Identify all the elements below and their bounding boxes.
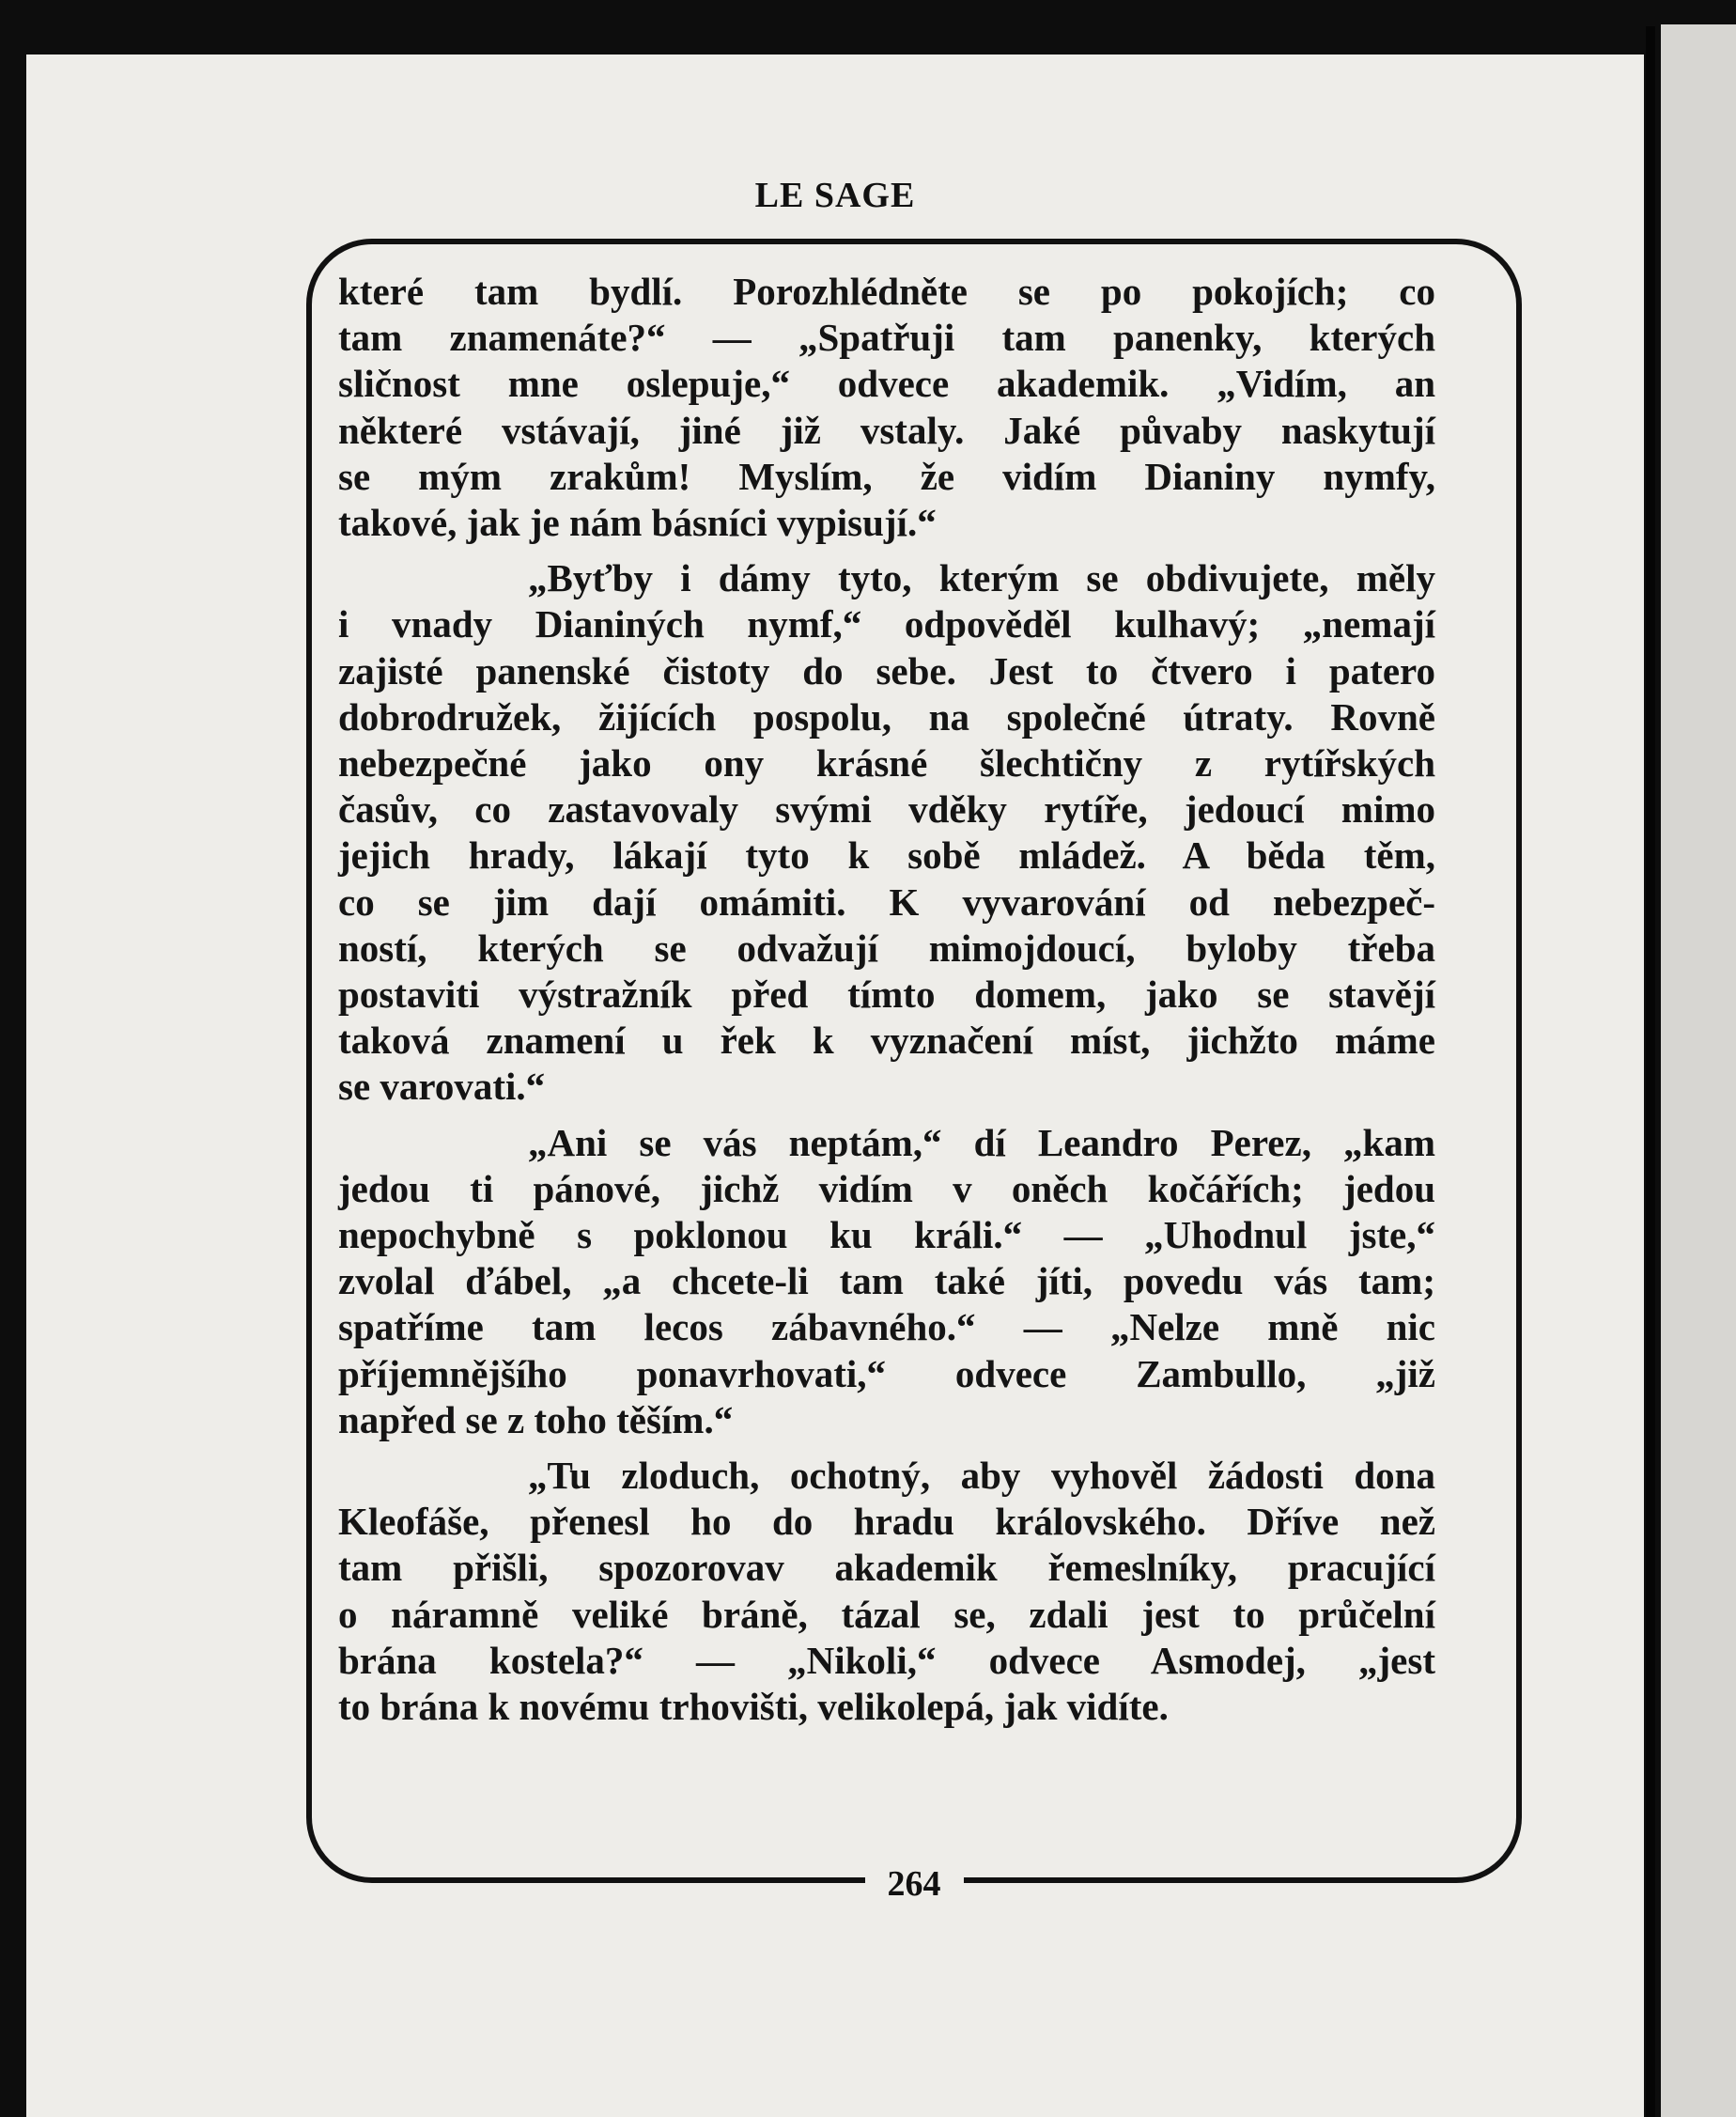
text-line: napřed se z toho těším.“ (338, 1397, 734, 1441)
text-line: postaviti výstražník před tímto domem, jako se stavějí (338, 973, 1435, 1017)
text-line: to brána k novému trhovišti, velikolepá, jak vidíte. (338, 1685, 1169, 1729)
adjacent-page-edge (1661, 24, 1736, 2117)
text-line: zajisté panenské čistoty do sebe. Jest to čtvero i patero (338, 648, 1435, 693)
text-line: tam znamenáte?“ — „Spatřuji tam panenky, kterých (338, 316, 1435, 360)
text-line: některé vstávají, jiné již vstaly. Jaké půvaby naskytují (338, 408, 1435, 452)
text-line: i vnady Dianiných nymf,“ odpověděl kulhavý; „nemají (338, 602, 1435, 646)
text-line: se varovati.“ (338, 1065, 546, 1109)
text-line: „Byťby i dámy tyto, kterým se obdivujete, měly (528, 556, 1435, 600)
paragraph (338, 555, 1435, 1110)
body-text (338, 269, 1435, 1739)
text-line: jejich hrady, lákají tyto k sobě mládež. A běda těm, (338, 833, 1435, 878)
text-line: nebezpečné jako ony krásné šlechtičny z rytířských (338, 741, 1435, 786)
text-line: jedou ti pánové, jichž vidím v oněch kočářích; jedou (338, 1166, 1435, 1210)
paragraph (338, 269, 1435, 546)
page-number: 264 (865, 1863, 964, 1905)
text-line: o náramně veliké bráně, tázal se, zdali jest to průčelní (338, 1592, 1435, 1636)
text-line: ností, kterých se odvažují mimojdoucí, byloby třeba (338, 926, 1435, 970)
text-line: nepochybně s poklonou ku králi.“ — „Uhodnul jste,“ (338, 1213, 1435, 1257)
text-line: spatříme tam lecos zábavného.“ — „Nelze mně nic (338, 1305, 1435, 1349)
text-line: takové, jak je nám básníci vypisují.“ (338, 501, 937, 545)
running-head: LE SAGE (754, 176, 916, 215)
text-line: „Tu zloduch, ochotný, aby vyhověl žádosti dona (528, 1454, 1435, 1498)
text-line: tam přišli, spozorovav akademik řemeslníky, pracující (338, 1546, 1435, 1590)
text-line: se mým zrakům! Myslím, že vidím Dianiny nymfy, (338, 454, 1435, 498)
folio-container (306, 1860, 1522, 1907)
text-line: které tam bydlí. Porozhlédněte se po pokojích; co (338, 270, 1435, 313)
text-line: sličnost mne oslepuje,“ odvece akademik. „Vidím, an (338, 362, 1435, 406)
text-line: taková znamení u řek k vyznačení míst, jichžto máme (338, 1019, 1435, 1063)
paragraph (338, 1453, 1435, 1730)
paragraph (338, 1120, 1435, 1443)
gutter-shadow (1646, 26, 1655, 2117)
text-line: Kleofáše, přenesl ho do hradu královského. Dříve než (338, 1500, 1435, 1544)
text-line: dobrodružek, žijících pospolu, na společné útraty. Rovně (338, 694, 1435, 739)
text-line: co se jim dají omámiti. K vyvarování od nebezpeč- (338, 879, 1435, 924)
text-line: „Ani se vás neptám,“ dí Leandro Perez, „kam (528, 1120, 1435, 1164)
text-line: časův, co zastavovaly svými vděky rytíře, jedoucí mimo (338, 787, 1435, 832)
text-line: zvolal ďábel, „a chcete-li tam také jíti, povedu vás tam; (338, 1259, 1435, 1303)
text-line: brána kostela?“ — „Nikoli,“ odvece Asmodej, „jest (338, 1638, 1435, 1682)
text-line: příjemnějšího ponavrhovati,“ odvece Zambullo, „již (338, 1351, 1435, 1395)
